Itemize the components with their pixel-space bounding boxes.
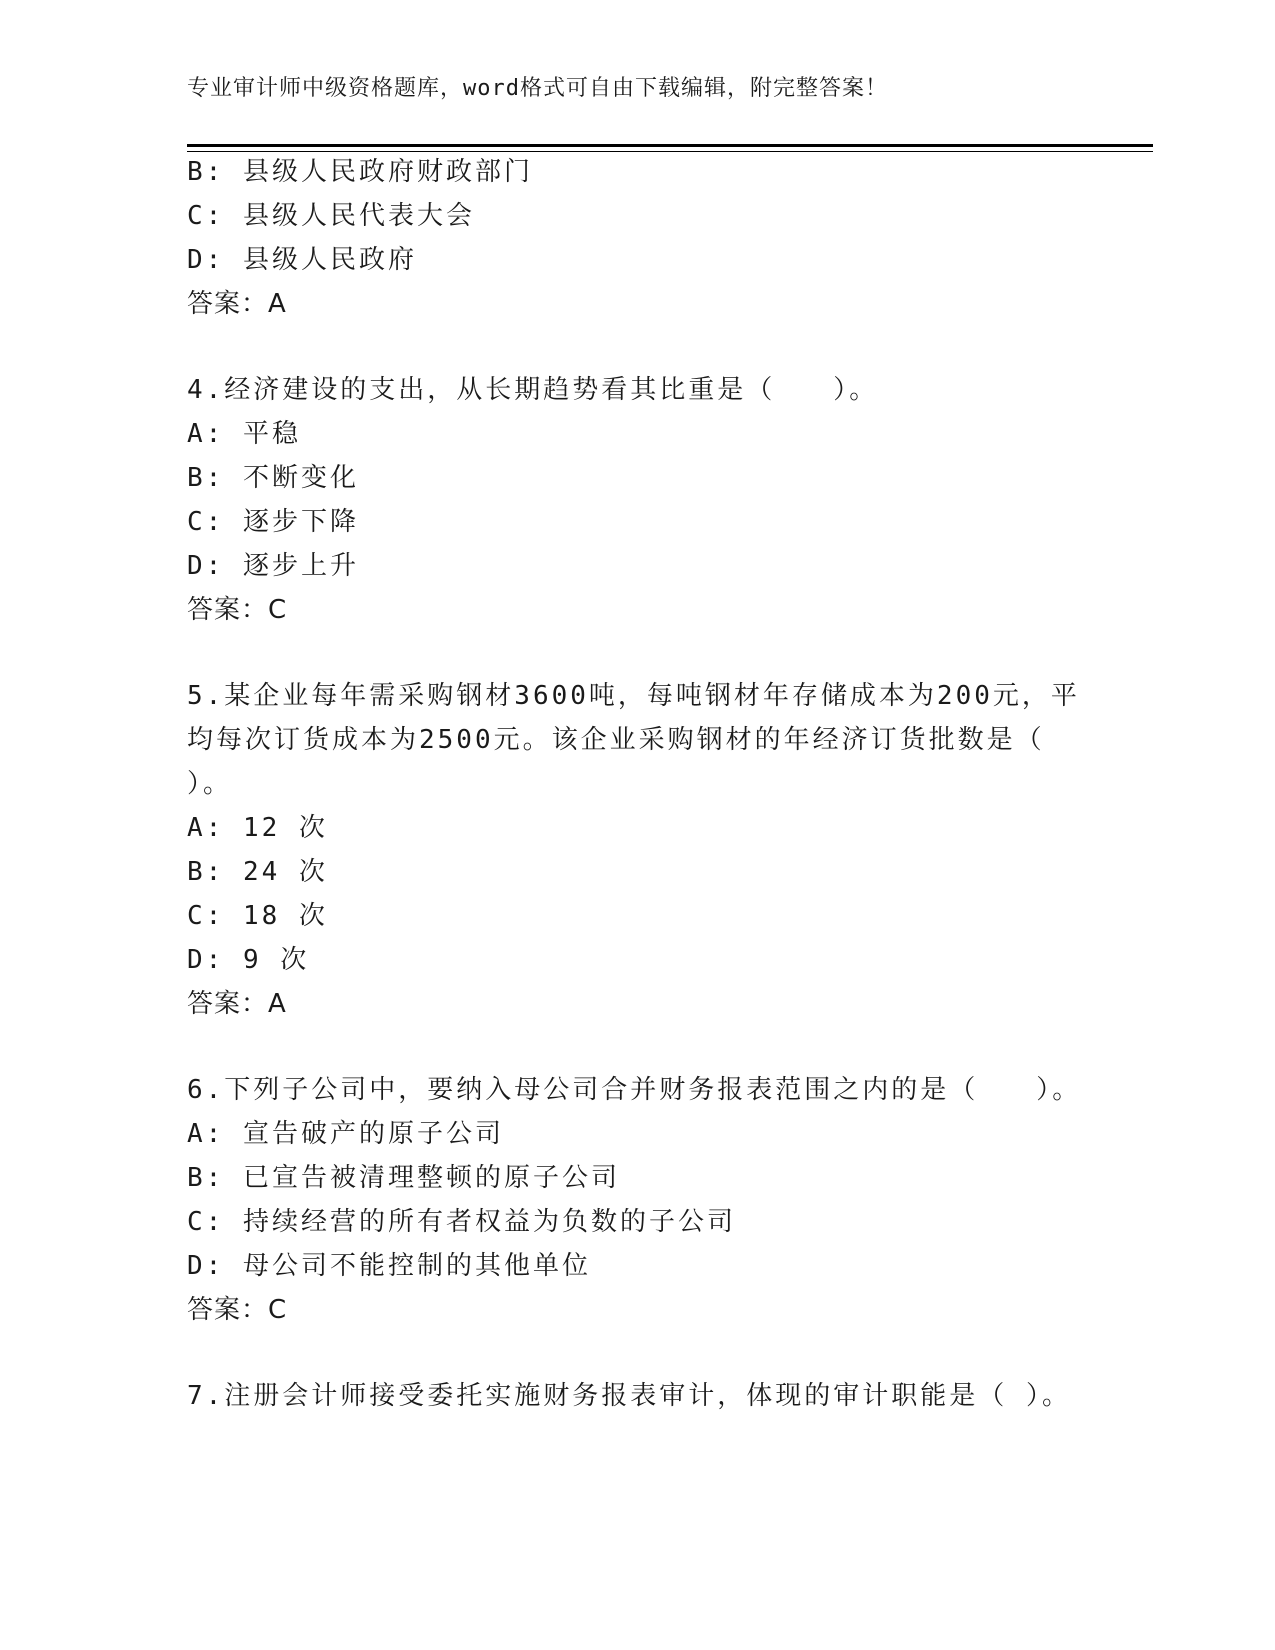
question-6: 6.下列子公司中，要纳入母公司合并财务报表范围之内的是（ ）。 <box>187 1075 1082 1105</box>
option-a-q4: A: 平稳 <box>187 419 301 449</box>
question-5-line-1: 5.某企业每年需采购钢材3600吨，每吨钢材年存储成本为200元，平 <box>187 681 1080 711</box>
option-d-q3: D: 县级人民政府 <box>187 245 417 275</box>
page-header: 专业审计师中级资格题库，word格式可自由下载编辑，附完整答案！ <box>187 76 888 101</box>
answer-q6: 答案：C <box>187 1295 288 1325</box>
option-d-q4: D: 逐步上升 <box>187 551 359 581</box>
option-c-q3: C: 县级人民代表大会 <box>187 201 475 231</box>
option-a-q6: A: 宣告破产的原子公司 <box>187 1119 504 1149</box>
option-b-q5: B: 24 次 <box>187 857 328 887</box>
option-b-q6: B: 已宣告被清理整顿的原子公司 <box>187 1163 620 1193</box>
answer-q3: 答案：A <box>187 289 287 319</box>
question-7: 7.注册会计师接受委托实施财务报表审计，体现的审计职能是（ ）。 <box>187 1381 1071 1411</box>
answer-q5: 答案：A <box>187 989 287 1019</box>
option-b-q4: B: 不断变化 <box>187 463 359 493</box>
question-5-line-2: 均每次订货成本为2500元。该企业采购钢材的年经济订货批数是（ <box>187 725 1045 755</box>
question-5-line-3: ）。 <box>187 769 233 799</box>
option-d-q6: D: 母公司不能控制的其他单位 <box>187 1251 591 1281</box>
option-a-q5: A: 12 次 <box>187 813 328 843</box>
answer-q4: 答案：C <box>187 595 288 625</box>
header-rule-thick <box>187 144 1153 147</box>
question-4: 4.经济建设的支出，从长期趋势看其比重是（ ）。 <box>187 375 879 405</box>
option-c-q6: C: 持续经营的所有者权益为负数的子公司 <box>187 1207 736 1237</box>
option-c-q5: C: 18 次 <box>187 901 328 931</box>
option-d-q5: D: 9 次 <box>187 945 310 975</box>
option-c-q4: C: 逐步下降 <box>187 507 359 537</box>
option-b-q3: B: 县级人民政府财政部门 <box>187 157 533 187</box>
header-rule-thin <box>187 151 1153 152</box>
